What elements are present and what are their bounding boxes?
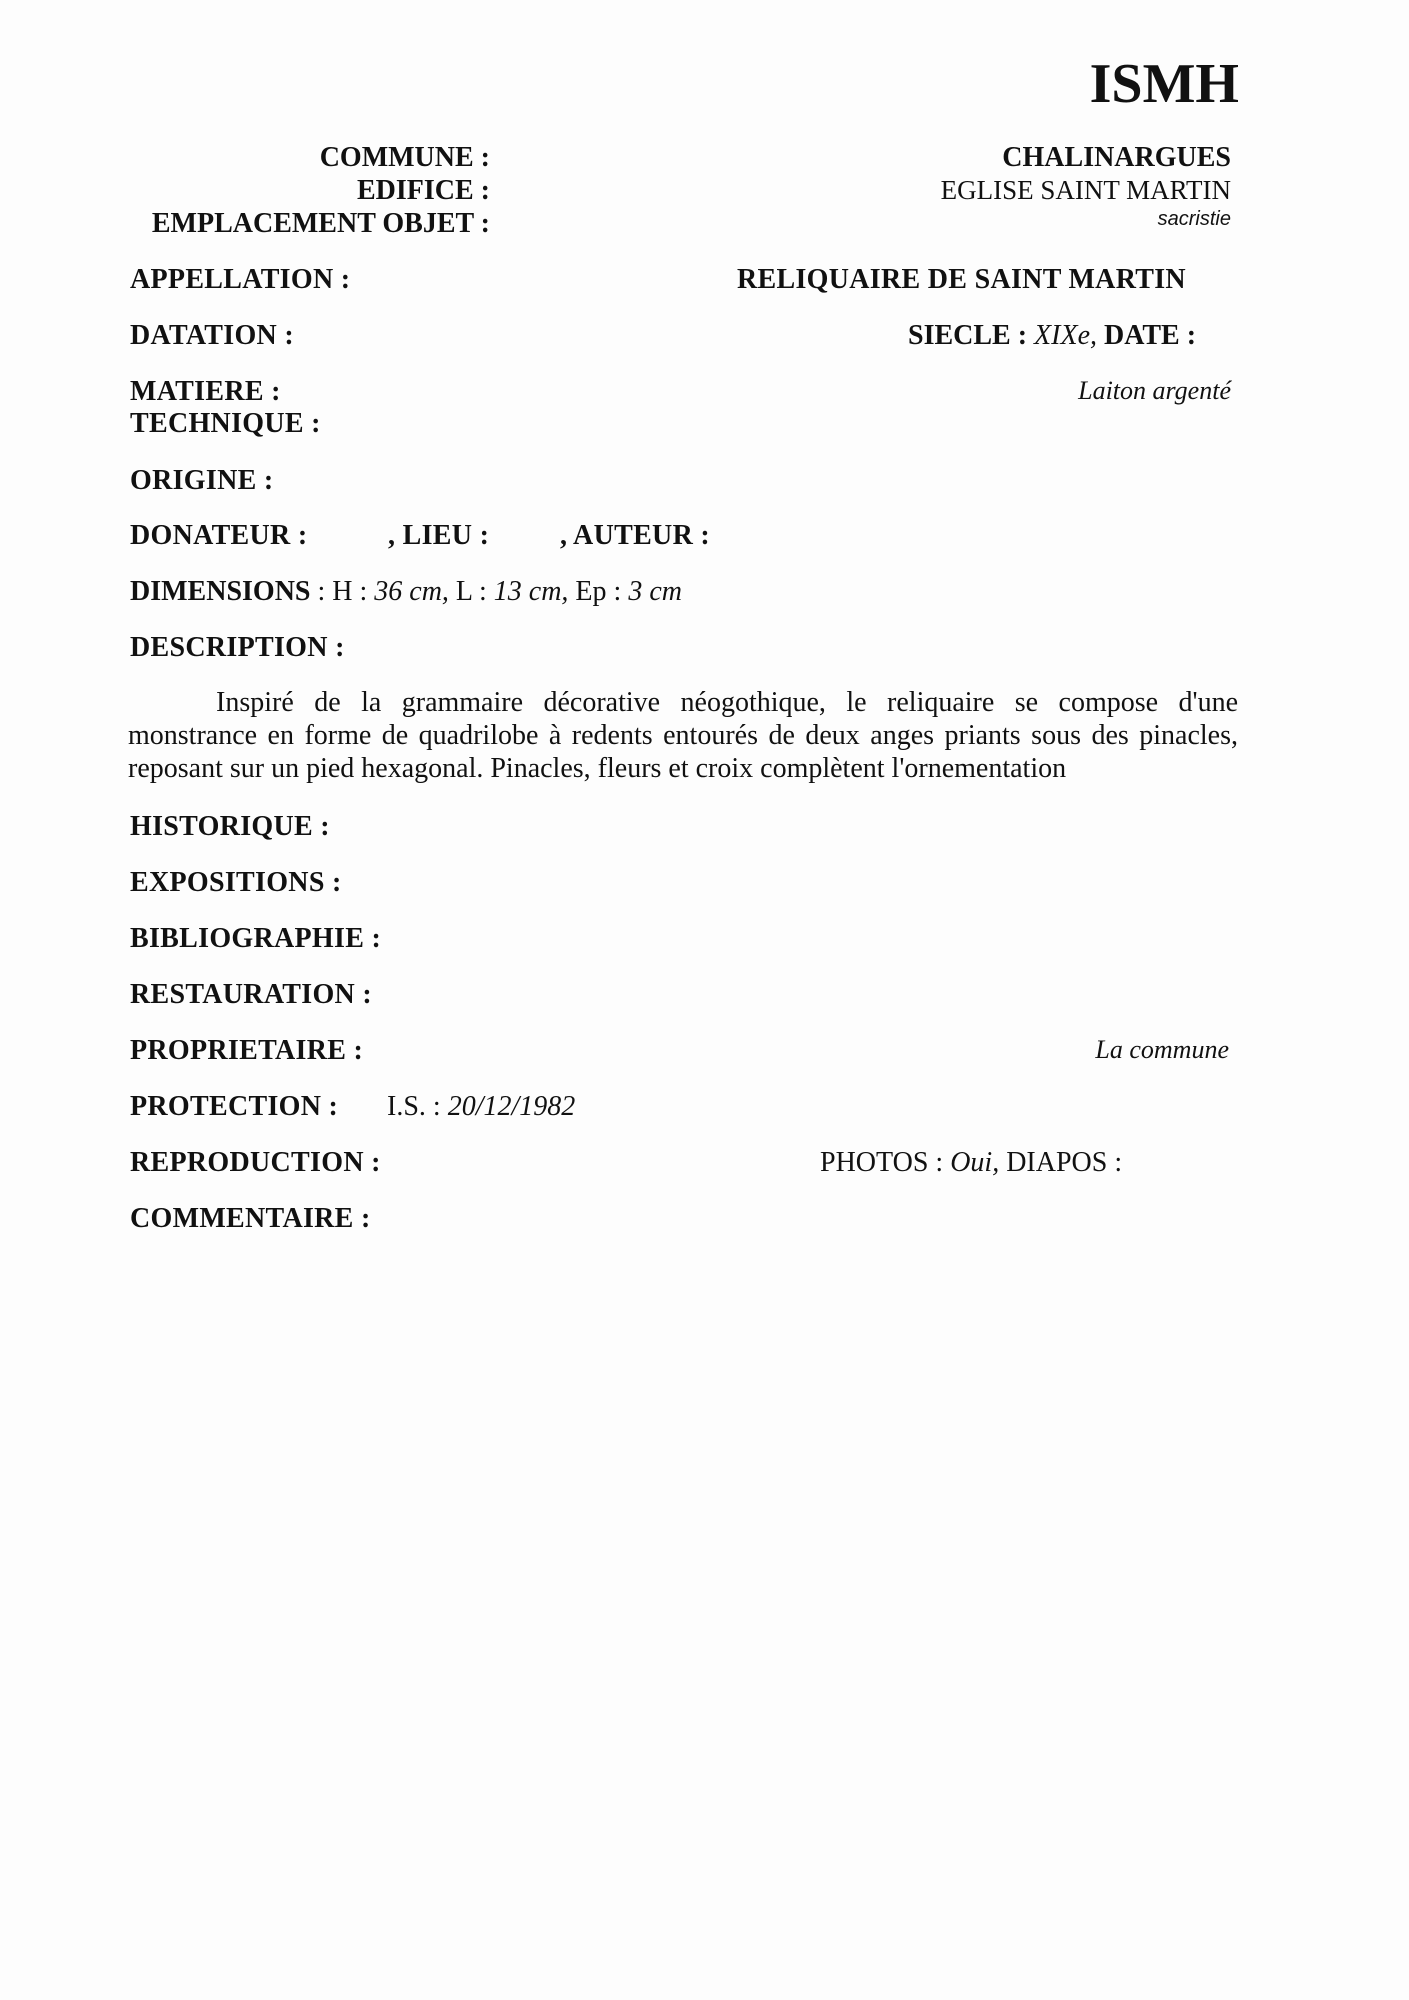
photos-label: PHOTOS : [820,1147,951,1178]
emplacement-label: EMPLACEMENT OBJET : [151,208,490,239]
proprietaire-value: La commune [1095,1035,1229,1064]
dim-ep-label: Ep : [568,576,629,607]
lieu-label: , LIEU : [388,520,490,551]
description-text [128,686,1238,785]
appellation-value: RELIQUAIRE DE SAINT MARTIN [737,264,1186,295]
donateur-label: DONATEUR : [130,520,308,551]
datation-value [908,320,1196,352]
proprietaire-label: PROPRIETAIRE : [130,1035,364,1066]
photos-value: Oui, [950,1147,1000,1178]
dim-ep-value: 3 cm [628,576,682,607]
bibliographie-label: BIBLIOGRAPHIE : [130,923,382,954]
siecle-label: SIECLE : [908,320,1028,351]
dim-l-label: L : [448,576,494,607]
reproduction-label: REPRODUCTION : [130,1147,381,1178]
restauration-label: RESTAURATION : [130,979,372,1010]
commune-label: COMMUNE : [319,142,490,173]
emplacement-value: sacristie [1157,208,1231,230]
protection-date: 20/12/1982 [447,1091,576,1122]
dim-h-label: : H : [310,576,375,607]
edifice-value: EGLISE SAINT MARTIN [940,175,1231,205]
origine-label: ORIGINE : [130,465,274,496]
commentaire-label: COMMENTAIRE : [130,1203,371,1234]
appellation-label: APPELLATION : [130,264,351,295]
datation-label: DATATION : [130,320,294,351]
protection-value-row [387,1091,575,1123]
commune-value: CHALINARGUES [1002,142,1231,173]
protection-label: PROTECTION : [130,1091,339,1122]
document-code: ISMH [1089,53,1239,115]
historique-label: HISTORIQUE : [130,811,330,842]
auteur-label: , AUTEUR : [560,520,711,551]
siecle-value: XIXe, [1034,320,1098,351]
expositions-label: EXPOSITIONS : [130,867,342,898]
dim-h-value: 36 cm, [374,576,449,607]
dimensions-row [130,576,682,608]
edifice-label: EDIFICE : [356,175,490,206]
diapos-label: DIAPOS : [999,1147,1123,1178]
photos-row [820,1147,1122,1179]
technique-label: TECHNIQUE : [130,408,321,439]
dimensions-label: DIMENSIONS [130,576,311,607]
protection-is-label: I.S. : [387,1091,448,1122]
description-body: Inspiré de la grammaire décorative néogothique, le reliquaire se compose d'une monstrance en forme de quadrilobe à redents entourés de deux anges priants sous des pinacles, reposant sur un pied hexagonal. Pinacles, fleurs et croix complètent l'ornementation [128,687,1238,784]
matiere-label: MATIERE : [130,376,281,407]
dim-l-value: 13 cm, [493,576,569,607]
date-label: DATE : [1104,320,1197,351]
description-label: DESCRIPTION : [130,632,345,663]
matiere-value: Laiton argenté [1078,376,1231,405]
